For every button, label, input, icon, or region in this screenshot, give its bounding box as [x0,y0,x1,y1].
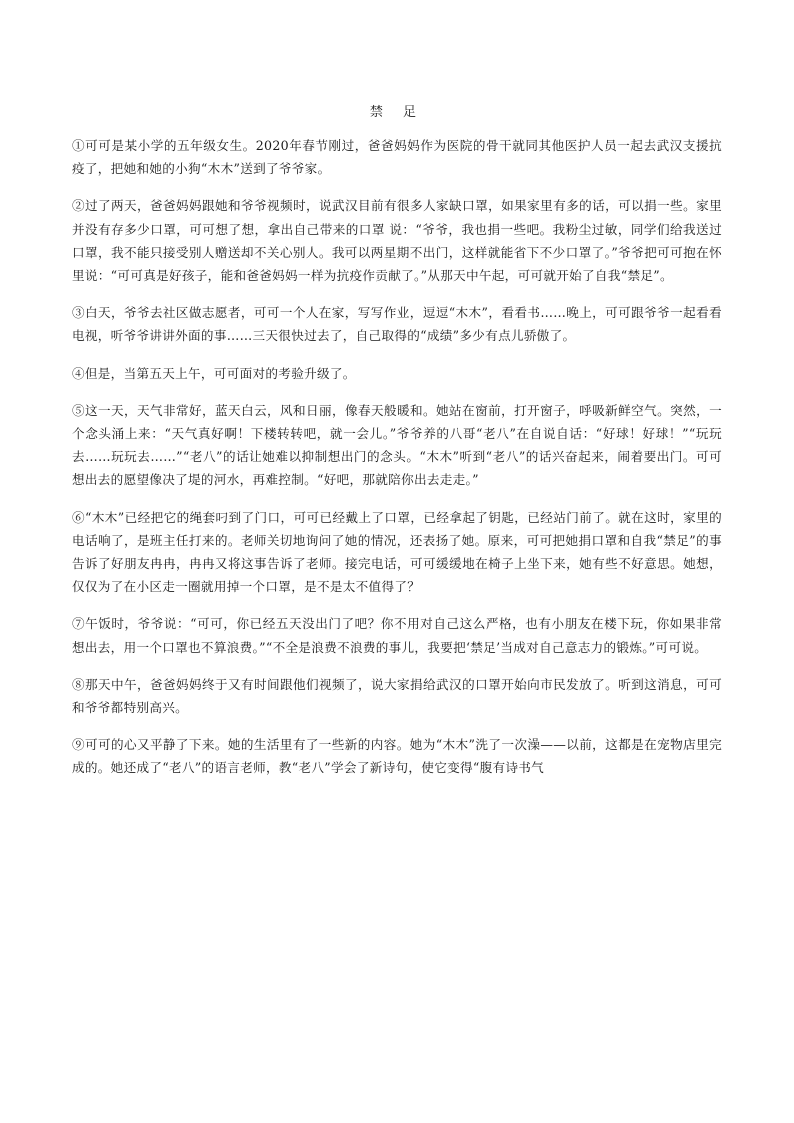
paragraph-8: ⑧那天中午，爸爸妈妈终于又有时间跟他们视频了，说大家捐给武汉的口罩开始向市民发放了。听到这消息，可可和爷爷都特别高兴。 [72,676,722,716]
paragraph-6: ⑥“木木”已经把它的绳套叼到了门口，可可已经戴上了口罩，已经拿起了钥匙，已经站门前了。就在这时，家里的电话响了，是班主任打来的。老师关切地询问了她的情况，还表扬了她。原来，可可把她捐口罩和自我“禁足”的事告诉了好朋友冉冉，冉冉又将这事告诉了老师。接完电话，可可缓缓地在椅子上坐下来，她有些不好意思。她想，仅仅为了在小区走一圈就用掉一个口罩，是不是太不值得了？ [72,509,722,595]
article-body [72,134,722,794]
paragraph-7: ⑦午饭时，爷爷说：“可可，你已经五天没出门了吧？你不用对自己这么严格，也有小朋友在楼下玩，你如果非常想出去，用一个口罩也不算浪费。”“不全是浪费不浪费的事儿，我要把‘禁足’当成对自己意志力的锻炼。”可可说。 [72,616,722,655]
paragraph-3: ③白天，爷爷去社区做志愿者，可可一个人在家，写写作业，逗逗“木木”，看看书……晚上，可可跟爷爷一起看看电视，听爷爷讲讲外面的事……三天很快过去了，自己取得的“成绩”多少有点儿骄傲了。 [72,305,722,344]
paragraph-5: ⑤这一天，天气非常好，蓝天白云，风和日丽，像春天般暖和。她站在窗前，打开窗子，呼吸新鲜空气。突然，一个念头涌上来：“天气真好啊！下楼转转吧，就一会儿。”爷爷养的八哥“老八”在自说自话：“好球！好球！”“玩玩去……玩玩去……”“老八”的话让她难以抑制想出门的念头。“木木”听到“老八”的话兴奋起来，闹着要出门。可可想出去的愿望像决了堤的河水，再难控制。“好吧，那就陪你出去走走。” [72,402,722,488]
paragraph-9: ⑨可可的心又平静了下来。她的生活里有了一些新的内容。她为“木木”洗了一次澡——以前，这都是在宠物店里完成的。她还成了“老八”的语言老师，教“老八”学会了新诗句，使它变得“腹有诗书气 [72,737,722,776]
paragraph-4: ④但是，当第五天上午，可可面对的考验升级了。 [72,365,356,381]
paragraph-2: ②过了两天，爸爸妈妈跟她和爷爷视频时，说武汉目前有很多人家缺口罩，如果家里有多的话，可以捐一些。家里并没有存多少口罩，可可想了想，拿出自己带来的口罩 说：“爷爷，我也捐一些吧。我粉尘过敏，同学们给我送过口罩，我不能只接受别人赠送却不关心别人。我可以两星期不出门，这样就能省下不少口罩了。”爷爷把可可抱在怀里说：“可可真是好孩子，能和爸爸妈妈一样为抗疫作贡献了。”从那天中午起，可可就开始了自我“禁足”。 [72,198,722,284]
paragraph-1: ①可可是某小学的五年级女生。2020年春节刚过，爸爸妈妈作为医院的骨干就同其他医护人员一起去武汉支援抗疫了，把她和她的小狗“木木”送到了爷爷家。 [72,138,722,177]
article-title: 禁 足 [369,105,425,120]
